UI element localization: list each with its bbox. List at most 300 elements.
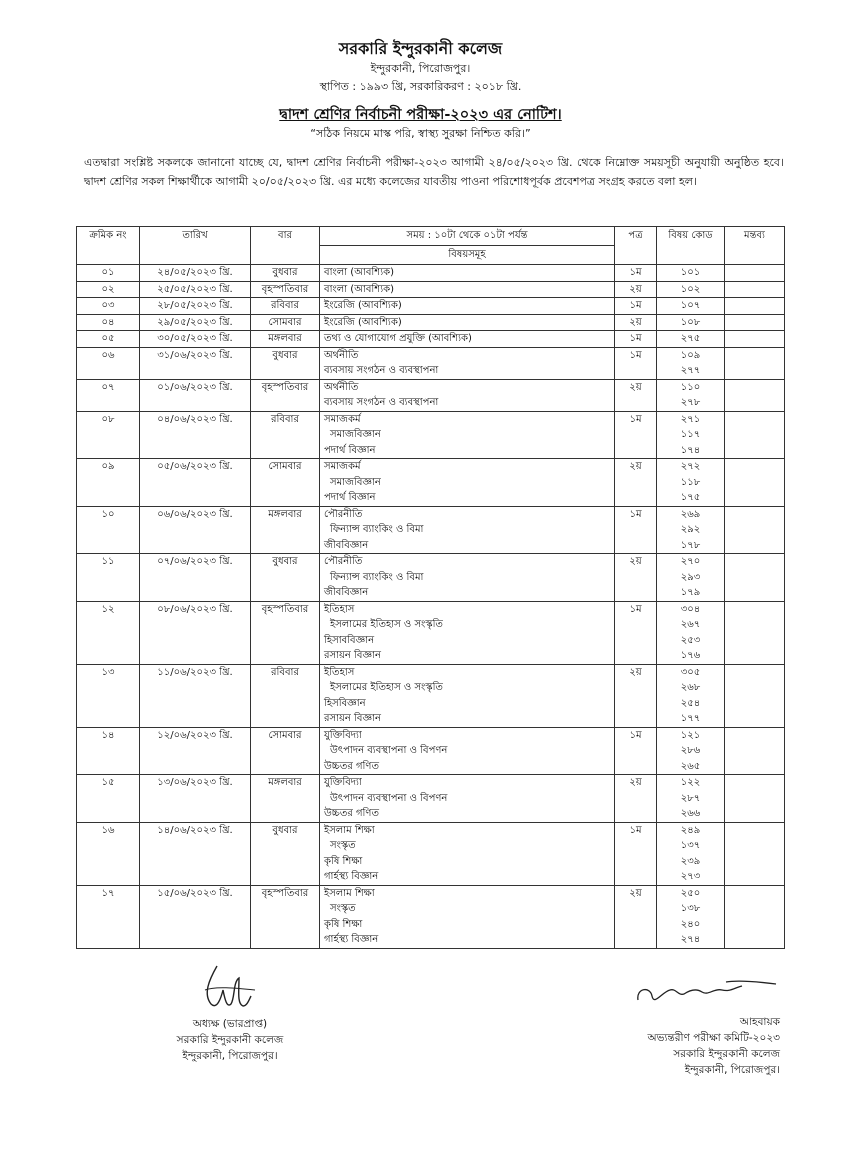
convener-signature-line: সরকারি ইন্দুরকানী কলেজ bbox=[673, 1048, 780, 1060]
row-serial-text: ১৫ bbox=[101, 777, 115, 788]
table-row bbox=[77, 379, 785, 411]
row-date bbox=[140, 265, 251, 282]
row-serial bbox=[77, 331, 140, 348]
row-day-text: বৃহস্পতিবার bbox=[261, 381, 309, 393]
subject-name: উচ্চতর গণিত bbox=[324, 760, 379, 772]
subject-code: ২৬৮ bbox=[680, 682, 701, 693]
subject-name: ইসলাম শিক্ষা bbox=[324, 887, 375, 899]
row-paper bbox=[615, 727, 657, 775]
subject-name: হিসবিজ্ঞান bbox=[324, 697, 366, 709]
row-paper bbox=[615, 347, 657, 379]
header-serial: ক্রমিক নং bbox=[77, 227, 140, 265]
subject-code: ১৭৬ bbox=[680, 650, 701, 661]
row-paper bbox=[615, 775, 657, 823]
principal-signature-block bbox=[140, 960, 320, 1064]
row-codes bbox=[657, 281, 725, 298]
subject-code: ১০২ bbox=[680, 283, 701, 295]
row-day bbox=[251, 885, 320, 948]
header-day: বার bbox=[251, 227, 320, 265]
subject-code: ১৭৭ bbox=[680, 713, 701, 724]
row-codes bbox=[657, 314, 725, 331]
row-serial-text: ১৬ bbox=[101, 824, 115, 836]
row-subjects bbox=[320, 411, 615, 459]
row-day-text: বুধবার bbox=[272, 267, 298, 278]
subject-code: ২৭৮ bbox=[680, 397, 701, 408]
subject-code: ২৪৯ bbox=[680, 824, 701, 836]
subject-name: কৃষি শিক্ষা bbox=[324, 918, 363, 930]
row-remarks bbox=[725, 331, 785, 348]
row-day bbox=[251, 775, 320, 823]
subject-code: ১৭৫ bbox=[680, 492, 701, 503]
table-row bbox=[77, 554, 785, 602]
row-day-text: সোমবার bbox=[268, 316, 302, 328]
subject-code: ২৭২ bbox=[680, 461, 701, 472]
subject-code: ২৩৯ bbox=[680, 855, 701, 867]
subject-code: ২৮৭ bbox=[680, 792, 701, 804]
row-serial bbox=[77, 727, 140, 775]
subject-name: ব্যবসায় সংগঠন ও ব্যবস্থাপনা bbox=[324, 365, 439, 376]
row-codes bbox=[657, 347, 725, 379]
subject-code: ২৬৬ bbox=[680, 808, 701, 819]
subject-code: ১১০ bbox=[680, 381, 701, 393]
row-date-text: ০৫/০৬/২০২৩ খ্রি. bbox=[157, 461, 233, 472]
row-date-text: ০৮/০৬/২০২৩ খ্রি. bbox=[157, 603, 233, 615]
row-subjects bbox=[320, 885, 615, 948]
row-subjects bbox=[320, 506, 615, 554]
row-day bbox=[251, 411, 320, 459]
table-row bbox=[77, 265, 785, 282]
row-paper bbox=[615, 411, 657, 459]
row-paper bbox=[615, 459, 657, 507]
row-day-text: মঙ্গলবার bbox=[268, 777, 302, 788]
row-day-text: রবিবার bbox=[271, 300, 299, 311]
row-day bbox=[251, 822, 320, 885]
table-header bbox=[77, 227, 785, 265]
row-remarks bbox=[725, 664, 785, 727]
row-subjects bbox=[320, 727, 615, 775]
row-serial bbox=[77, 411, 140, 459]
table-row bbox=[77, 314, 785, 331]
row-paper-text: ১ম bbox=[629, 603, 642, 615]
row-serial bbox=[77, 347, 140, 379]
row-paper-text: ১ম bbox=[629, 267, 642, 278]
row-day-text: বুধবার bbox=[272, 349, 298, 361]
subject-code: ২৭৫ bbox=[680, 333, 701, 344]
row-date-text: ১২/০৬/২০২৩ খ্রি. bbox=[157, 729, 233, 741]
convener-signature-line: ইন্দুরকানী, পিরোজপুর। bbox=[684, 1064, 780, 1076]
subject-name: বাংলা (আবশ্যিক) bbox=[324, 267, 395, 278]
table-row bbox=[77, 664, 785, 727]
intro-paragraph: এতদ্বারা সংশ্লিষ্ট সকলকে জানানো যাচ্ছে যে, দ্বাদশ শ্রেণির নির্বাচনী পরীক্ষা-২০২৩ আগামী ২৪/০৫/২০২৩ খ্রি. থেকে নিম্নোক্ত সময়সূচী অনুযায়ী অনুষ্ঠিত হবে। দ্বাদশ শ্রেণির সকল শিক্ষার্থীকে আগামী ২০/০৫/২০২৩ খ্রি. এর মধ্যে কলেজের যাবতীয় পাওনা পরিশোধপূর্বক প্রবেশপত্র সংগ্রহ করতে বলা হল। bbox=[84, 156, 784, 188]
row-subjects bbox=[320, 347, 615, 379]
row-codes bbox=[657, 664, 725, 727]
subject-name: ফিন্যান্স ব্যাংকিং ও বিমা bbox=[330, 571, 424, 583]
table-row bbox=[77, 459, 785, 507]
row-date-text: ২৫/০৫/২০২৩ খ্রি. bbox=[157, 283, 233, 295]
row-date-text: ২৮/০৫/২০২৩ খ্রি. bbox=[157, 300, 233, 311]
row-serial bbox=[77, 664, 140, 727]
row-day-text: সোমবার bbox=[268, 461, 302, 472]
subject-code: ১৭৯ bbox=[680, 587, 701, 598]
subject-code: ২৫৩ bbox=[680, 634, 701, 646]
subject-name: ফিন্যান্স ব্যাংকিং ও বিমা bbox=[330, 524, 424, 535]
row-remarks bbox=[725, 822, 785, 885]
college-address: ইন্দুরকানী, পিরোজপুর। bbox=[370, 62, 471, 75]
row-date bbox=[140, 331, 251, 348]
row-remarks bbox=[725, 314, 785, 331]
subject-code: ২৬৭ bbox=[680, 619, 701, 630]
row-serial bbox=[77, 265, 140, 282]
row-date-text: ০৭/০৬/২০২৩ খ্রি. bbox=[157, 556, 233, 567]
row-subjects bbox=[320, 664, 615, 727]
row-codes bbox=[657, 506, 725, 554]
row-remarks bbox=[725, 775, 785, 823]
row-date bbox=[140, 347, 251, 379]
row-serial bbox=[77, 601, 140, 664]
row-paper-text: ১ম bbox=[629, 300, 642, 311]
row-remarks bbox=[725, 601, 785, 664]
row-serial bbox=[77, 298, 140, 315]
row-paper-text: ১ম bbox=[629, 824, 642, 836]
subject-code: ১০৭ bbox=[680, 300, 701, 311]
row-remarks bbox=[725, 506, 785, 554]
row-day-text: বৃহস্পতিবার bbox=[261, 283, 309, 295]
row-date bbox=[140, 459, 251, 507]
table-row bbox=[77, 281, 785, 298]
convener-signature-icon bbox=[630, 978, 780, 1014]
subject-name: ইসলাম শিক্ষা bbox=[324, 824, 375, 836]
subject-name: তথ্য ও যোগাযোগ প্রযুক্তি (আবশ্যিক) bbox=[324, 333, 472, 344]
subject-code: ১১৭ bbox=[680, 429, 701, 440]
row-codes bbox=[657, 411, 725, 459]
row-date bbox=[140, 379, 251, 411]
subject-name: ইতিহাস bbox=[324, 666, 355, 678]
row-paper-text: ১ম bbox=[629, 729, 642, 741]
row-date-text: ২৪/০৫/২০২৩ খ্রি. bbox=[157, 267, 233, 278]
subject-name: ইতিহাস bbox=[324, 603, 355, 615]
row-codes bbox=[657, 601, 725, 664]
subject-name: পৌরনীতি bbox=[324, 556, 363, 567]
subject-name: অর্থনীতি bbox=[324, 381, 359, 393]
subject-name: সমাজকর্ম bbox=[324, 413, 361, 425]
notice-title-text: দ্বাদশ শ্রেণির নির্বাচনী পরীক্ষা-২০২৩ এর নোটিশ। bbox=[279, 107, 562, 123]
row-codes bbox=[657, 379, 725, 411]
subject-name: গার্হস্থ্য বিজ্ঞান bbox=[324, 934, 379, 945]
row-serial bbox=[77, 281, 140, 298]
subject-name: ইংরেজি (আবশ্যিক) bbox=[324, 300, 402, 311]
row-paper-text: ২য় bbox=[629, 887, 642, 899]
table-row bbox=[77, 347, 785, 379]
row-day-text: সোমবার bbox=[268, 729, 302, 741]
subject-name: সমাজবিজ্ঞান bbox=[330, 476, 381, 488]
college-name: সরকারি ইন্দুরকানী কলেজ bbox=[338, 39, 503, 58]
row-day-text: রবিবার bbox=[271, 413, 299, 425]
row-codes bbox=[657, 775, 725, 823]
row-subjects bbox=[320, 314, 615, 331]
row-subjects bbox=[320, 554, 615, 602]
subject-name: ইসলামের ইতিহাস ও সংস্কৃতি bbox=[330, 682, 443, 693]
row-day bbox=[251, 506, 320, 554]
row-date bbox=[140, 314, 251, 331]
subject-name: সমাজবিজ্ঞান bbox=[330, 429, 381, 440]
row-paper bbox=[615, 506, 657, 554]
header-time: সময় : ১০টা থেকে ০১টা পর্যন্ত bbox=[320, 227, 615, 246]
subject-code: ২৯২ bbox=[680, 524, 701, 535]
principal-signature-line: অধ্যক্ষ (ভারপ্রাপ্ত) bbox=[192, 1018, 268, 1030]
subject-code: ৩০৫ bbox=[680, 666, 701, 678]
table-row bbox=[77, 601, 785, 664]
row-serial-text: ০৭ bbox=[101, 381, 115, 393]
row-serial-text: ১০ bbox=[101, 508, 115, 520]
subject-code: ৩০৪ bbox=[680, 603, 701, 615]
row-date bbox=[140, 298, 251, 315]
row-paper bbox=[615, 822, 657, 885]
exam-schedule-table bbox=[76, 226, 785, 949]
subject-code: ২৭৭ bbox=[680, 365, 701, 376]
header-paper: পত্র bbox=[615, 227, 657, 265]
subject-name: উৎপাদন ব্যবস্থাপনা ও বিপণন bbox=[330, 792, 448, 804]
table-row bbox=[77, 885, 785, 948]
row-date bbox=[140, 506, 251, 554]
row-serial bbox=[77, 459, 140, 507]
row-subjects bbox=[320, 331, 615, 348]
row-date bbox=[140, 601, 251, 664]
row-day bbox=[251, 265, 320, 282]
row-paper bbox=[615, 265, 657, 282]
health-slogan: “সঠিক নিয়মে মাস্ক পরি, স্বাস্থ্য সুরক্ষা নিশ্চিত করি।” bbox=[310, 127, 531, 140]
subject-code: ২৮৬ bbox=[680, 745, 701, 756]
subject-code: ১০৯ bbox=[680, 349, 701, 361]
row-paper bbox=[615, 281, 657, 298]
subject-name: হিসাববিজ্ঞান bbox=[324, 634, 375, 646]
row-date-text: ৩১/০৬/২০২৩ খ্রি. bbox=[157, 349, 233, 361]
row-day bbox=[251, 664, 320, 727]
row-serial bbox=[77, 885, 140, 948]
subject-name: কৃষি শিক্ষা bbox=[324, 855, 363, 867]
subject-name: উৎপাদন ব্যবস্থাপনা ও বিপণন bbox=[330, 745, 448, 756]
row-date-text: ০৬/০৬/২০২৩ খ্রি. bbox=[157, 508, 233, 520]
row-day-text: বৃহস্পতিবার bbox=[261, 887, 309, 899]
row-serial bbox=[77, 554, 140, 602]
row-day-text: বুধবার bbox=[272, 824, 298, 836]
row-date bbox=[140, 885, 251, 948]
row-day bbox=[251, 459, 320, 507]
row-paper bbox=[615, 379, 657, 411]
row-paper-text: ১ম bbox=[629, 349, 642, 361]
subject-name: পৌরনীতি bbox=[324, 508, 363, 520]
row-date-text: ৩০/০৫/২০২৩ খ্রি. bbox=[157, 333, 233, 344]
subject-code: ১০৮ bbox=[680, 316, 701, 328]
row-paper-text: ২য় bbox=[629, 283, 642, 295]
table-row bbox=[77, 775, 785, 823]
row-codes bbox=[657, 885, 725, 948]
subject-code: ১৩৮ bbox=[680, 903, 701, 914]
subject-code: ১২২ bbox=[680, 777, 701, 788]
row-serial-text: ০৩ bbox=[101, 300, 115, 311]
row-serial bbox=[77, 506, 140, 554]
row-paper-text: ২য় bbox=[629, 666, 642, 678]
row-day bbox=[251, 554, 320, 602]
row-subjects bbox=[320, 459, 615, 507]
table-row bbox=[77, 822, 785, 885]
subject-code: ১২১ bbox=[680, 729, 701, 741]
subject-name: পদার্থ বিজ্ঞান bbox=[324, 492, 376, 503]
principal-signature-line: সরকারি ইন্দুরকানী কলেজ bbox=[176, 1034, 284, 1046]
subject-name: রসায়ন বিজ্ঞান bbox=[324, 650, 381, 661]
row-date-text: ২৯/০৫/২০২৩ খ্রি. bbox=[157, 316, 233, 328]
subject-code: ১১৮ bbox=[680, 476, 701, 488]
subject-code: ২৫৪ bbox=[680, 697, 701, 709]
subject-code: ১৭৪ bbox=[680, 444, 701, 456]
subject-name: সমাজকর্ম bbox=[324, 461, 361, 472]
row-serial-text: ১৩ bbox=[101, 666, 115, 678]
establishment-info: স্থাপিত : ১৯৯৩ খ্রি, সরকারিকরণ : ২০১৮ খ্রি. bbox=[319, 80, 522, 93]
subject-name: যুক্তিবিদ্যা bbox=[324, 777, 362, 788]
row-codes bbox=[657, 265, 725, 282]
row-serial bbox=[77, 775, 140, 823]
row-serial-text: ১২ bbox=[101, 603, 115, 615]
row-serial-text: ০২ bbox=[101, 283, 115, 295]
row-paper-text: ২য় bbox=[629, 556, 642, 567]
row-day-text: বৃহস্পতিবার bbox=[261, 603, 309, 615]
row-paper-text: ১ম bbox=[629, 508, 642, 520]
row-serial-text: ০৬ bbox=[101, 349, 115, 361]
subject-code: ২৭১ bbox=[680, 413, 701, 425]
row-date bbox=[140, 411, 251, 459]
row-day-text: মঙ্গলবার bbox=[268, 508, 302, 520]
subject-name: পদার্থ বিজ্ঞান bbox=[324, 444, 376, 456]
convener-signature-block bbox=[600, 978, 780, 1078]
row-remarks bbox=[725, 298, 785, 315]
row-day bbox=[251, 379, 320, 411]
subject-code: ২৪০ bbox=[680, 918, 701, 930]
row-serial bbox=[77, 379, 140, 411]
row-codes bbox=[657, 822, 725, 885]
row-serial-text: ১৪ bbox=[101, 729, 115, 741]
row-date-text: ১৫/০৬/২০২৩ খ্রি. bbox=[157, 887, 233, 899]
row-subjects bbox=[320, 281, 615, 298]
subject-code: ১০১ bbox=[680, 267, 701, 278]
subject-code: ১৩৭ bbox=[680, 840, 701, 851]
row-codes bbox=[657, 554, 725, 602]
row-paper bbox=[615, 601, 657, 664]
row-remarks bbox=[725, 885, 785, 948]
row-serial-text: ১৭ bbox=[101, 887, 115, 899]
subject-name: বাংলা (আবশ্যিক) bbox=[324, 283, 395, 295]
table-row bbox=[77, 506, 785, 554]
table-row bbox=[77, 411, 785, 459]
subject-code: ২৭০ bbox=[680, 556, 701, 567]
row-paper bbox=[615, 331, 657, 348]
subject-name: জীববিজ্ঞান bbox=[324, 539, 369, 551]
row-day bbox=[251, 347, 320, 379]
row-day bbox=[251, 601, 320, 664]
row-remarks bbox=[725, 281, 785, 298]
row-paper bbox=[615, 554, 657, 602]
row-day-text: বুধবার bbox=[272, 556, 298, 567]
row-paper-text: ২য় bbox=[629, 316, 642, 328]
table-body bbox=[77, 265, 785, 949]
table-row bbox=[77, 331, 785, 348]
subject-code: ২৭৪ bbox=[680, 934, 701, 945]
row-day-text: রবিবার bbox=[271, 666, 299, 678]
convener-signature-line: আহবায়ক bbox=[739, 1016, 780, 1028]
header-remarks: মন্তব্য bbox=[725, 227, 785, 265]
subject-name: জীববিজ্ঞান bbox=[324, 587, 369, 598]
row-remarks bbox=[725, 411, 785, 459]
row-remarks bbox=[725, 727, 785, 775]
subject-name: ব্যবসায় সংগঠন ও ব্যবস্থাপনা bbox=[324, 397, 439, 408]
row-paper bbox=[615, 664, 657, 727]
row-serial-text: ০৫ bbox=[101, 333, 115, 344]
row-day-text: মঙ্গলবার bbox=[268, 333, 302, 344]
row-paper bbox=[615, 314, 657, 331]
subject-name: রসায়ন বিজ্ঞান bbox=[324, 713, 381, 724]
row-remarks bbox=[725, 347, 785, 379]
row-date-text: ০১/০৬/২০২৩ খ্রি. bbox=[157, 381, 233, 393]
row-subjects bbox=[320, 265, 615, 282]
row-paper-text: ১ম bbox=[629, 413, 642, 425]
row-subjects bbox=[320, 822, 615, 885]
row-paper bbox=[615, 298, 657, 315]
row-codes bbox=[657, 298, 725, 315]
row-day bbox=[251, 281, 320, 298]
row-remarks bbox=[725, 459, 785, 507]
subject-name: উচ্চতর গণিত bbox=[324, 808, 379, 819]
row-codes bbox=[657, 727, 725, 775]
row-paper-text: ২য় bbox=[629, 461, 642, 472]
header-subjects: বিষয়সমূহ bbox=[320, 246, 615, 265]
row-serial-text: ১১ bbox=[101, 556, 115, 567]
table-row bbox=[77, 727, 785, 775]
row-date-text: ১৩/০৬/২০২৩ খ্রি. bbox=[157, 777, 233, 788]
principal-signature-icon bbox=[195, 960, 265, 1012]
table-row bbox=[77, 298, 785, 315]
row-paper bbox=[615, 885, 657, 948]
row-day bbox=[251, 727, 320, 775]
row-date bbox=[140, 775, 251, 823]
row-remarks bbox=[725, 554, 785, 602]
subject-code: ২৫০ bbox=[680, 887, 701, 899]
header-date: তারিখ bbox=[140, 227, 251, 265]
convener-signature-line: অভ্যন্তরীণ পরীক্ষা কমিটি-২০২৩ bbox=[647, 1032, 780, 1044]
subject-name: অর্থনীতি bbox=[324, 349, 359, 361]
subject-name: যুক্তিবিদ্যা bbox=[324, 729, 362, 741]
subject-name: ইসলামের ইতিহাস ও সংস্কৃতি bbox=[330, 619, 443, 630]
row-serial-text: ০১ bbox=[101, 267, 115, 278]
row-paper-text: ২য় bbox=[629, 381, 642, 393]
row-date-text: ০৪/০৬/২০২৩ খ্রি. bbox=[157, 413, 233, 425]
subject-code: ২৬৫ bbox=[680, 760, 701, 772]
row-remarks bbox=[725, 379, 785, 411]
row-serial-text: ০৪ bbox=[101, 316, 115, 328]
row-day bbox=[251, 331, 320, 348]
row-date bbox=[140, 281, 251, 298]
subject-name: ইংরেজি (আবশ্যিক) bbox=[324, 316, 402, 328]
principal-signature-line: ইন্দুরকানী, পিরোজপুর। bbox=[182, 1050, 278, 1062]
row-paper-text: ১ম bbox=[629, 333, 642, 344]
row-day bbox=[251, 298, 320, 315]
header-code: বিষয় কোড bbox=[657, 227, 725, 265]
subject-name: সংস্কৃত bbox=[330, 840, 356, 851]
subject-code: ১৭৮ bbox=[680, 539, 701, 551]
row-date bbox=[140, 822, 251, 885]
row-paper-text: ২য় bbox=[629, 777, 642, 788]
subject-code: ২৬৯ bbox=[680, 508, 701, 520]
row-codes bbox=[657, 459, 725, 507]
subject-name: গার্হস্থ্য বিজ্ঞান bbox=[324, 871, 379, 882]
row-date bbox=[140, 554, 251, 602]
